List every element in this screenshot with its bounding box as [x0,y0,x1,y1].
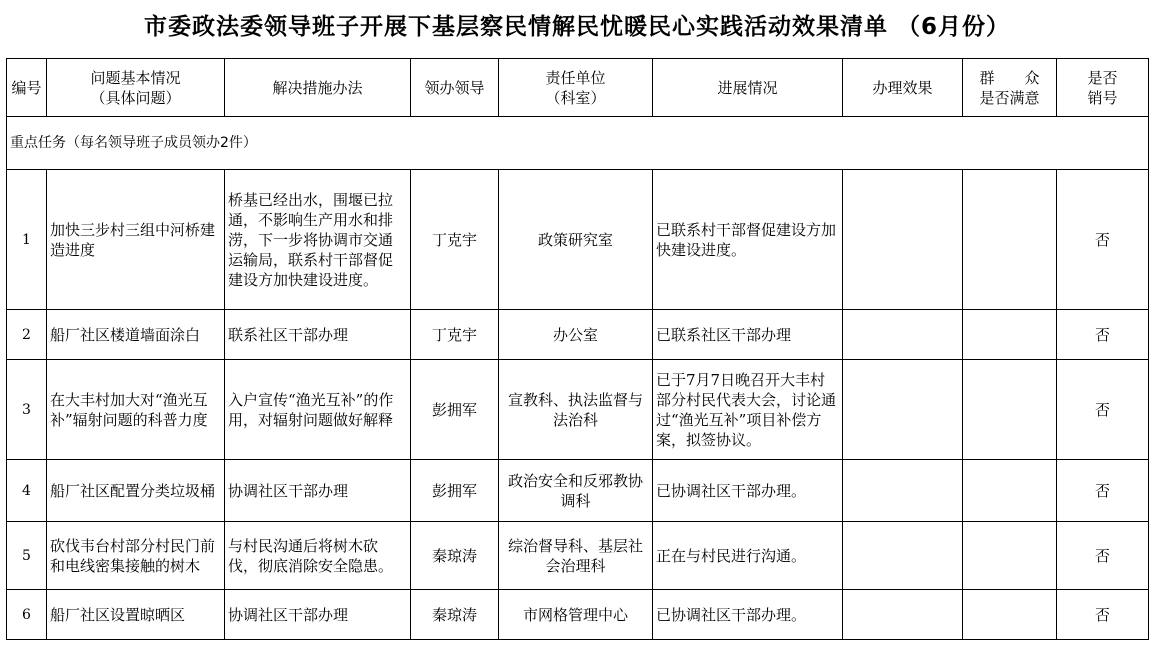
section-label: 重点任务（每名领导班子成员领办2件） [7,117,1149,170]
header-row [7,59,1149,117]
cell-leader: 彭拥军 [411,460,499,522]
cell-issue: 船厂社区设置晾晒区 [47,590,225,640]
header-no: 编号 [7,59,47,117]
cell-issue: 加快三步村三组中河桥建造进度 [47,170,225,310]
page-title: 市委政法委领导班子开展下基层察民情解民忧暖民心实践活动效果清单 （6月份） [143,14,1010,40]
cell-effect [843,170,963,310]
header-issue-line2: （具体问题） [90,88,181,107]
cell-no: 5 [7,522,47,590]
cell-progress: 已协调社区干部办理。 [653,460,843,522]
cell-leader: 秦琼涛 [411,522,499,590]
cell-unit: 政治安全和反邪教协调科 [499,460,653,522]
cell-satisfied [963,590,1057,640]
header-leader: 领办领导 [411,59,499,117]
cell-effect [843,460,963,522]
cell-satisfied [963,460,1057,522]
cell-unit: 综治督导科、基层社会治理科 [499,522,653,590]
cell-measure: 协调社区干部办理 [225,590,411,640]
header-satisfied-line1: 群 众 [979,68,1040,87]
cell-unit: 宣教科、执法监督与法治科 [499,360,653,460]
table-row [7,170,1149,310]
cell-issue: 砍伐韦台村部分村民门前和电线密集接触的树木 [47,522,225,590]
cell-measure: 与村民沟通后将树木砍伐，彻底消除安全隐患。 [225,522,411,590]
cell-progress-text: 已于7月7日晚召开大丰村部分村民代表大会，讨论通过“渔光互补”项目补偿方案，拟签协议。 [656,370,837,449]
header-closed-line1: 是否 [1087,68,1118,87]
cell-unit: 政策研究室 [499,170,653,310]
cell-no: 6 [7,590,47,640]
table-row [7,360,1149,460]
cell-effect [843,310,963,360]
header-issue-line1: 问题基本情况 [90,68,181,87]
cell-satisfied [963,170,1057,310]
cell-progress: 正在与村民进行沟通。 [653,522,843,590]
cell-leader: 彭拥军 [411,360,499,460]
cell-progress: 已联系村干部督促建设方加快建设进度。 [653,170,843,310]
table-row [7,310,1149,360]
header-satisfied [963,59,1057,117]
cell-leader: 秦琼涛 [411,590,499,640]
cell-unit: 市网格管理中心 [499,590,653,640]
cell-no: 4 [7,460,47,522]
cell-closed: 否 [1057,460,1149,522]
cell-satisfied [963,310,1057,360]
cell-closed: 否 [1057,590,1149,640]
table-row [7,460,1149,522]
cell-no: 2 [7,310,47,360]
cell-issue: 船厂社区配置分类垃圾桶 [47,460,225,522]
cell-effect [843,360,963,460]
cell-measure: 桥基已经出水，围堰已拉通，不影响生产用水和排涝，下一步将协调市交通运输局，联系村干部督促建设方加快建设进度。 [225,170,411,310]
cell-progress: 已协调社区干部办理。 [653,590,843,640]
cell-satisfied [963,522,1057,590]
cell-closed: 否 [1057,522,1149,590]
cell-closed: 否 [1057,170,1149,310]
header-closed-line2: 销号 [1087,88,1118,107]
header-unit-line2: （科室） [545,88,606,107]
cell-unit: 办公室 [499,310,653,360]
header-unit [499,59,653,117]
cell-leader: 丁克宇 [411,170,499,310]
cell-measure: 入户宣传“渔光互补”的作用，对辐射问题做好解释 [225,360,411,460]
cell-no: 3 [7,360,47,460]
cell-satisfied [963,360,1057,460]
header-satisfied-line2: 是否满意 [979,88,1040,107]
table-row [7,590,1149,640]
header-issue [47,59,225,117]
cell-measure: 协调社区干部办理 [225,460,411,522]
header-measure: 解决措施办法 [225,59,411,117]
cell-effect [843,522,963,590]
cell-closed: 否 [1057,360,1149,460]
section-row [7,117,1149,170]
cell-issue: 在大丰村加大对“渔光互补”辐射问题的科普力度 [47,360,225,460]
cell-closed: 否 [1057,310,1149,360]
cell-effect [843,590,963,640]
cell-progress: 已联系社区干部办理 [653,310,843,360]
cell-issue: 船厂社区楼道墙面涂白 [47,310,225,360]
cell-no: 1 [7,170,47,310]
cell-leader: 丁克宇 [411,310,499,360]
cell-measure: 联系社区干部办理 [225,310,411,360]
cell-progress [653,360,843,460]
header-closed [1057,59,1149,117]
header-unit-line1: 责任单位 [545,68,606,87]
header-effect: 办理效果 [843,59,963,117]
table-row [7,522,1149,590]
results-table [6,58,1149,640]
header-progress: 进展情况 [653,59,843,117]
